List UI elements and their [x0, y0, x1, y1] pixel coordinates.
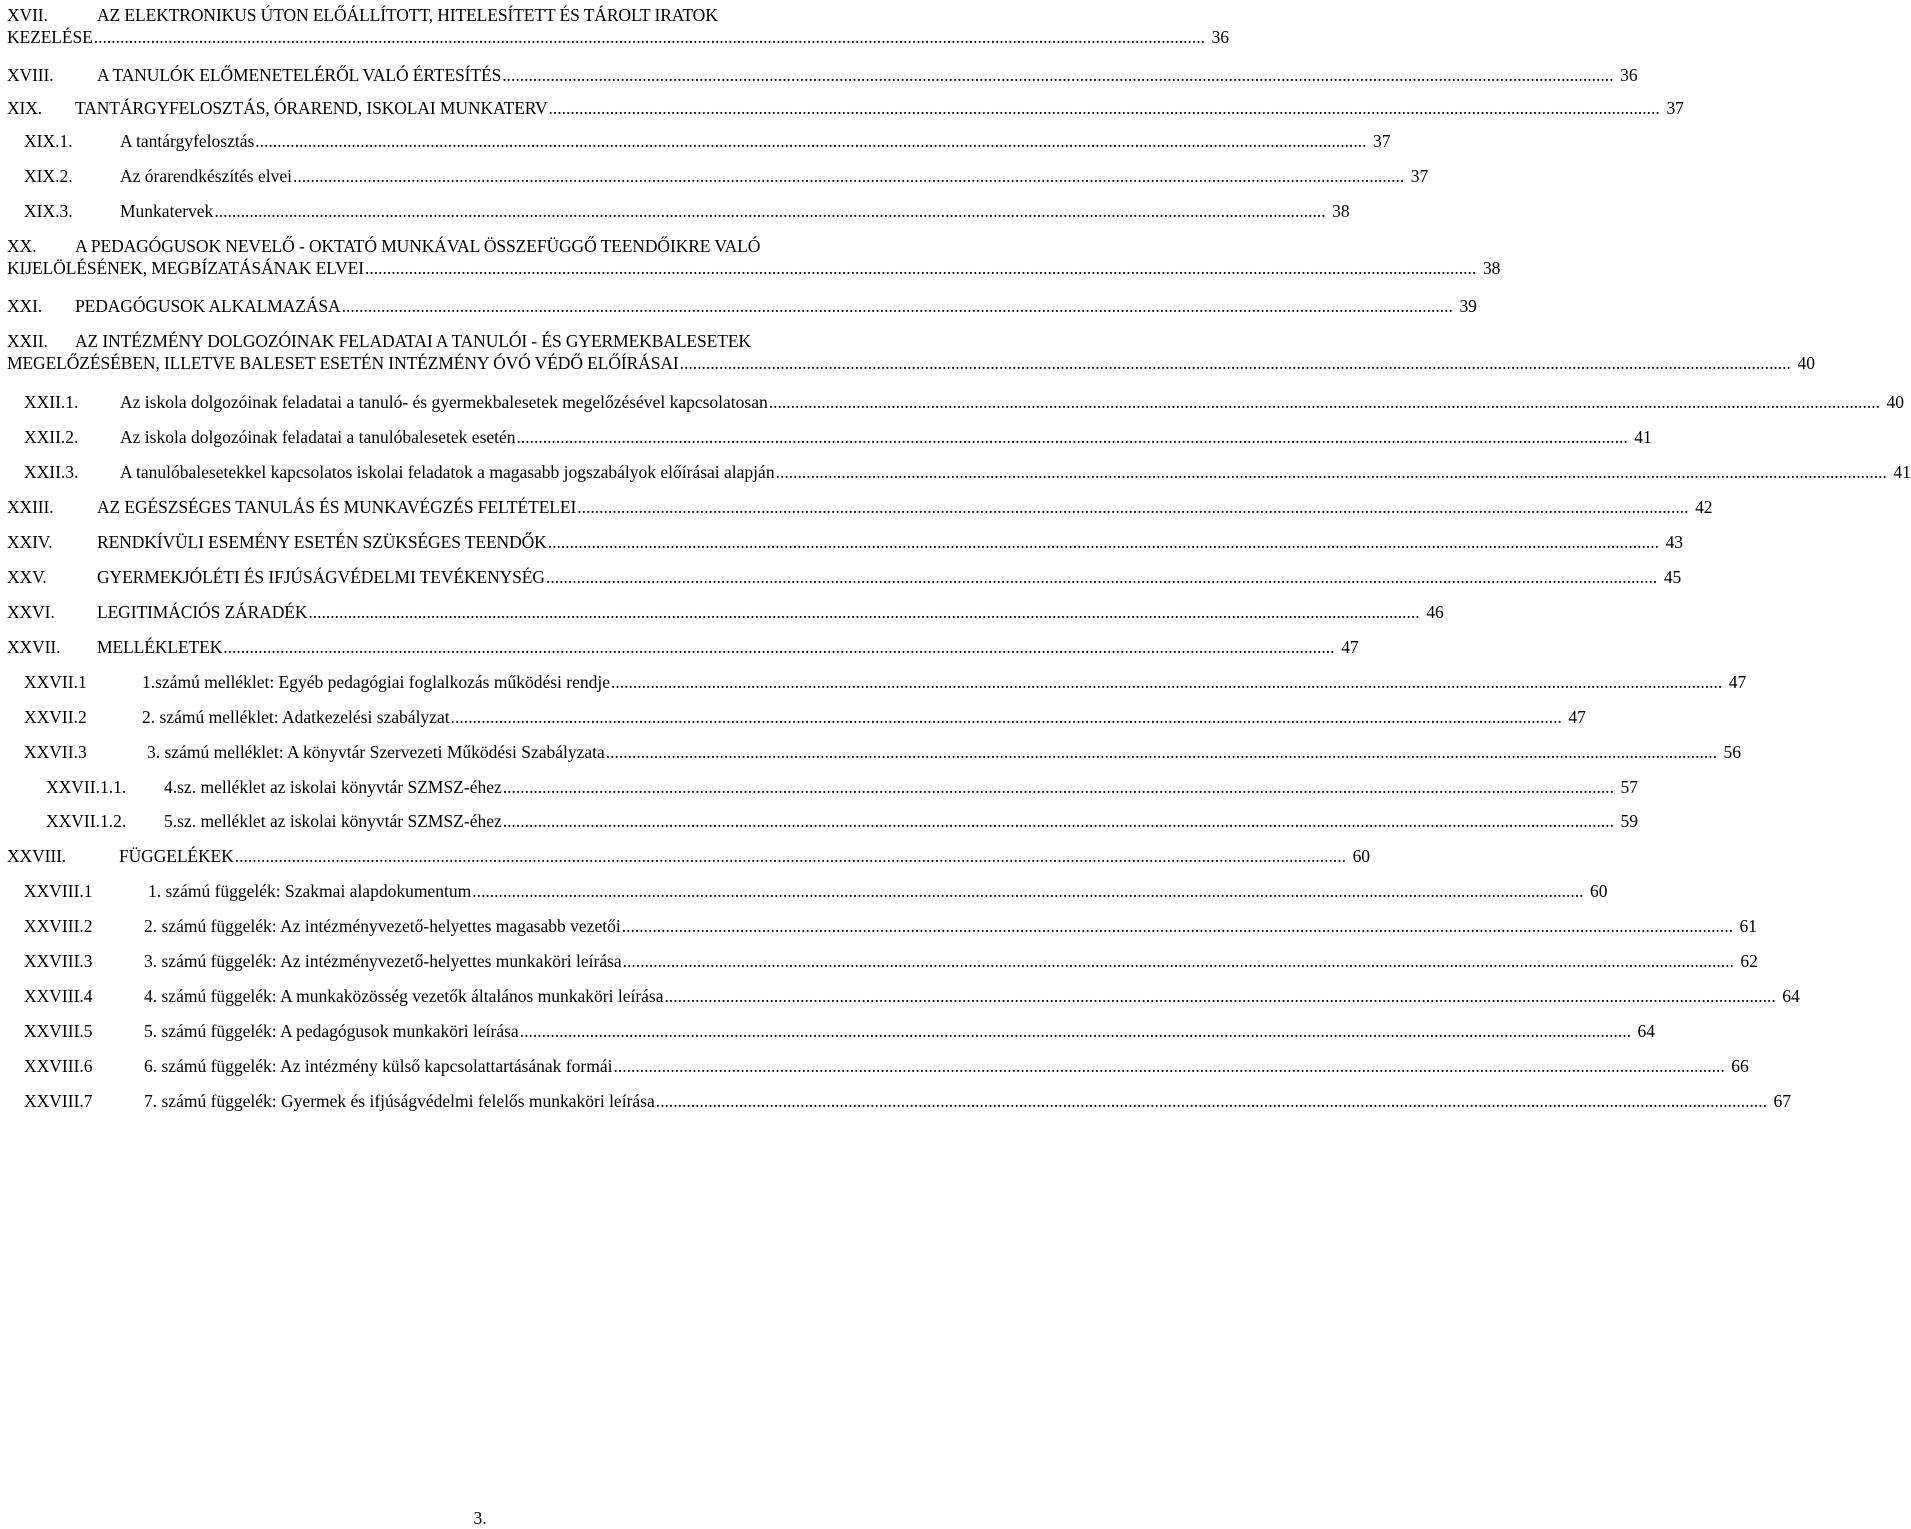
entry-page: 67: [1773, 1091, 1791, 1111]
toc-entry[interactable]: [24, 1020, 1655, 1042]
entry-number: XXVIII.7: [24, 1091, 93, 1111]
entry-page: 60: [1589, 881, 1608, 901]
toc-entry[interactable]: [24, 706, 1586, 728]
toc-entry[interactable]: [24, 200, 1350, 222]
entry-page: 47: [1568, 707, 1586, 727]
entry-number: XXVII.1: [24, 672, 87, 692]
toc-entry[interactable]: [24, 165, 1429, 187]
toc-entry[interactable]: [7, 4, 1229, 48]
toc-entry[interactable]: [7, 235, 1501, 279]
toc-entry[interactable]: [46, 776, 1639, 798]
toc-entry[interactable]: [7, 566, 1682, 588]
entry-title: 2. számú melléklet: Adatkezelési szabályzat: [142, 707, 450, 727]
toc-entry[interactable]: [24, 461, 1911, 483]
entry-title: 5. számú függelék: A pedagógusok munkaköri leírása: [144, 1021, 519, 1041]
dot-leader: [656, 1090, 1767, 1112]
toc-entry[interactable]: [24, 426, 1652, 448]
entry-title: Munkatervek: [120, 201, 214, 221]
entry-number: XX.: [7, 236, 37, 256]
entry-page: 47: [1728, 672, 1747, 692]
entry-title: A tantárgyfelosztás: [120, 131, 255, 151]
entry-number: XVII.: [7, 5, 48, 25]
toc-entry[interactable]: [24, 915, 1757, 937]
dot-leader: [235, 845, 1346, 867]
entry-number: XVIII.: [7, 65, 54, 85]
dot-leader: [577, 496, 1688, 518]
entry-number: XXI.: [7, 296, 43, 316]
entry-title: Az órarendkészítés elvei: [120, 166, 293, 186]
dot-leader: [293, 165, 1404, 187]
toc-entry[interactable]: [24, 880, 1608, 902]
entry-title: 4.sz. melléklet az iskolai könyvtár SZMSZ-éhez: [164, 777, 502, 797]
entry-title: FÜGGELÉKEK: [119, 846, 234, 866]
entry-page: 37: [1666, 98, 1684, 118]
entry-title: KIJELÖLÉSÉNEK, MEGBÍZATÁSÁNAK ELVEI: [7, 258, 365, 278]
entry-number: XXII.2.: [24, 427, 79, 447]
entry-number: XXVII.1.2.: [46, 811, 127, 831]
entry-title: 1.számú melléklet: Egyéb pedagógiai foglalkozás működési rendje: [142, 672, 610, 692]
entry-page: 37: [1373, 131, 1391, 151]
toc-entry[interactable]: [7, 845, 1370, 867]
dot-leader: [502, 64, 1613, 86]
entry-title: 7. számú függelék: Gyermek és ifjúságvédelmi felelős munkaköri leírása: [144, 1091, 655, 1111]
entry-number: XXII.3.: [24, 462, 79, 482]
entry-page: 37: [1410, 166, 1429, 186]
dot-leader: [472, 880, 1583, 902]
entry-page: 66: [1731, 1056, 1749, 1076]
entry-title: Az iskola dolgozóinak feladatai a tanulóbalesetek esetén: [120, 427, 516, 447]
dot-leader: [606, 741, 1717, 763]
toc-entry[interactable]: [24, 1090, 1791, 1112]
entry-title: Az iskola dolgozóinak feladatai a tanuló- és gyermekbalesetek megelőzésével kapcsolatosan: [120, 392, 768, 412]
entry-number: XXII.1.: [24, 392, 79, 412]
entry-page: 40: [1886, 392, 1904, 412]
toc-entry[interactable]: [7, 601, 1444, 623]
entry-title: KEZELÉSE: [7, 27, 93, 47]
toc-entry[interactable]: [24, 950, 1758, 972]
entry-page: 36: [1620, 65, 1638, 85]
dot-leader: [94, 26, 1205, 48]
dot-leader: [223, 636, 1334, 658]
dot-leader: [548, 531, 1659, 553]
entry-number: XXVIII.2: [24, 916, 93, 936]
dot-leader: [503, 776, 1614, 798]
dot-leader: [665, 985, 1776, 1007]
toc-entry[interactable]: [7, 531, 1683, 553]
toc-entry[interactable]: [24, 985, 1800, 1007]
entry-page: 59: [1620, 811, 1639, 831]
entry-number: XXVIII.1: [24, 881, 93, 901]
entry-page: 64: [1637, 1021, 1655, 1041]
dot-leader: [342, 295, 1453, 317]
entry-number: XIX.2.: [24, 166, 73, 186]
entry-page: 64: [1782, 986, 1800, 1006]
dot-leader: [613, 1055, 1724, 1077]
entry-title: 5.sz. melléklet az iskolai könyvtár SZMSZ-éhez: [164, 811, 502, 831]
entry-page: 39: [1459, 296, 1477, 316]
entry-page: 43: [1665, 532, 1683, 552]
entry-page: 57: [1620, 777, 1639, 797]
entry-page: 62: [1740, 951, 1758, 971]
toc-entry[interactable]: [46, 810, 1639, 832]
entry-number: XXII.: [7, 331, 48, 351]
entry-number: XXVII.2: [24, 707, 87, 727]
dot-leader: [546, 566, 1657, 588]
entry-title: AZ EGÉSZSÉGES TANULÁS ÉS MUNKAVÉGZÉS FELTÉTELEI: [97, 497, 577, 517]
dot-leader: [255, 130, 1366, 152]
entry-number: XXV.: [7, 567, 47, 587]
page-number: 3.: [473, 1508, 487, 1528]
entry-title: MELLÉKLETEK: [97, 637, 223, 657]
toc-entry[interactable]: [7, 636, 1359, 658]
toc-entry[interactable]: [24, 391, 1904, 413]
entry-number: XIX.: [7, 98, 43, 118]
dot-leader: [549, 97, 1660, 119]
toc-entry[interactable]: [24, 671, 1747, 693]
entry-page: 41: [1893, 462, 1911, 482]
entry-page: 40: [1797, 353, 1815, 373]
dot-leader: [214, 200, 1325, 222]
entry-number: XXIV.: [7, 532, 53, 552]
dot-leader: [611, 671, 1722, 693]
entry-title: MEGELŐZÉSÉBEN, ILLETVE BALESET ESETÉN INTÉZMÉNY ÓVÓ VÉDŐ ELŐÍRÁSAI: [7, 353, 679, 373]
entry-number: XXVIII.5: [24, 1021, 93, 1041]
entry-number: XXVIII.6: [24, 1056, 93, 1076]
entry-number: XXVII.1.1.: [46, 777, 127, 797]
entry-number: XXVIII.: [7, 846, 67, 866]
entry-title: TANTÁRGYFELOSZTÁS, ÓRAREND, ISKOLAI MUNKATERV: [75, 98, 548, 118]
dot-leader: [520, 1020, 1631, 1042]
entry-title: 4. számú függelék: A munkaközösség vezetők általános munkaköri leírása: [144, 986, 664, 1006]
entry-title: 3. számú függelék: Az intézményvezető-helyettes munkaköri leírása: [144, 951, 622, 971]
entry-title-line1: A PEDAGÓGUSOK NEVELŐ - OKTATÓ MUNKÁVAL ÖSSZEFÜGGŐ TEENDŐIKRE VALÓ: [75, 236, 761, 256]
entry-number: XIX.3.: [24, 201, 73, 221]
toc-entry[interactable]: [24, 741, 1742, 763]
entry-page: 47: [1341, 637, 1359, 657]
toc-entry[interactable]: [24, 1055, 1749, 1077]
entry-number: XXVII.: [7, 637, 61, 657]
entry-page: 42: [1695, 497, 1713, 517]
entry-title: GYERMEKJÓLÉTI ÉS IFJÚSÁGVÉDELMI TEVÉKENYSÉG: [97, 567, 545, 587]
dot-leader: [776, 461, 1887, 483]
toc-entry[interactable]: [7, 97, 1684, 119]
dot-leader: [308, 601, 1419, 623]
toc-entry[interactable]: [24, 130, 1391, 152]
dot-leader: [680, 352, 1791, 374]
entry-page: 56: [1723, 742, 1742, 762]
entry-page: 61: [1739, 916, 1757, 936]
entry-title: RENDKÍVÜLI ESEMÉNY ESETÉN SZÜKSÉGES TEENDŐK: [97, 532, 547, 552]
entry-number: XXVIII.4: [24, 986, 93, 1006]
dot-leader: [623, 950, 1734, 972]
entry-title-line1: AZ ELEKTRONIKUS ÚTON ELŐÁLLÍTOTT, HITELESÍTETT ÉS TÁROLT IRATOK: [97, 5, 718, 25]
entry-page: 41: [1634, 427, 1652, 447]
entry-number: XXIII.: [7, 497, 54, 517]
dot-leader: [622, 915, 1733, 937]
toc-entry[interactable]: [7, 330, 1815, 374]
entry-title: A tanulóbalesetekkel kapcsolatos iskolai feladatok a magasabb jogszabályok előírásai alapján: [120, 462, 775, 482]
entry-page: 45: [1663, 567, 1682, 587]
entry-page: 36: [1211, 27, 1229, 47]
entry-title: A TANULÓK ELŐMENETELÉRŐL VALÓ ÉRTESÍTÉS: [97, 65, 502, 85]
entry-page: 38: [1332, 201, 1350, 221]
entry-number: XXVIII.3: [24, 951, 93, 971]
dot-leader: [451, 706, 1562, 728]
dot-leader: [517, 426, 1628, 448]
entry-page: 60: [1352, 846, 1370, 866]
entry-number: XXVI.: [7, 602, 55, 622]
entry-title: PEDAGÓGUSOK ALKALMAZÁSA: [75, 296, 341, 316]
entry-title-line1: AZ INTÉZMÉNY DOLGOZÓINAK FELADATAI A TANULÓI - ÉS GYERMEKBALESETEK: [75, 331, 751, 351]
entry-title: 6. számú függelék: Az intézmény külső kapcsolattartásának formái: [144, 1056, 613, 1076]
toc-entry[interactable]: [7, 496, 1713, 518]
dot-leader: [365, 257, 1476, 279]
entry-number: XIX.1.: [24, 131, 73, 151]
dot-leader: [769, 391, 1880, 413]
entry-page: 38: [1482, 258, 1501, 278]
entry-title: 1. számú függelék: Szakmai alapdokumentum: [148, 881, 472, 901]
entry-page: 46: [1426, 602, 1444, 622]
entry-title: 2. számú függelék: Az intézményvezető-helyettes magasabb vezetői: [144, 916, 621, 936]
entry-title: LEGITIMÁCIÓS ZÁRADÉK: [97, 602, 308, 622]
dot-leader: [503, 810, 1614, 832]
toc-entry[interactable]: [7, 64, 1638, 86]
toc-entry[interactable]: [7, 295, 1477, 317]
entry-title: 3. számú melléklet: A könyvtár Szervezeti Működési Szabályzata: [147, 742, 605, 762]
entry-number: XXVII.3: [24, 742, 87, 762]
